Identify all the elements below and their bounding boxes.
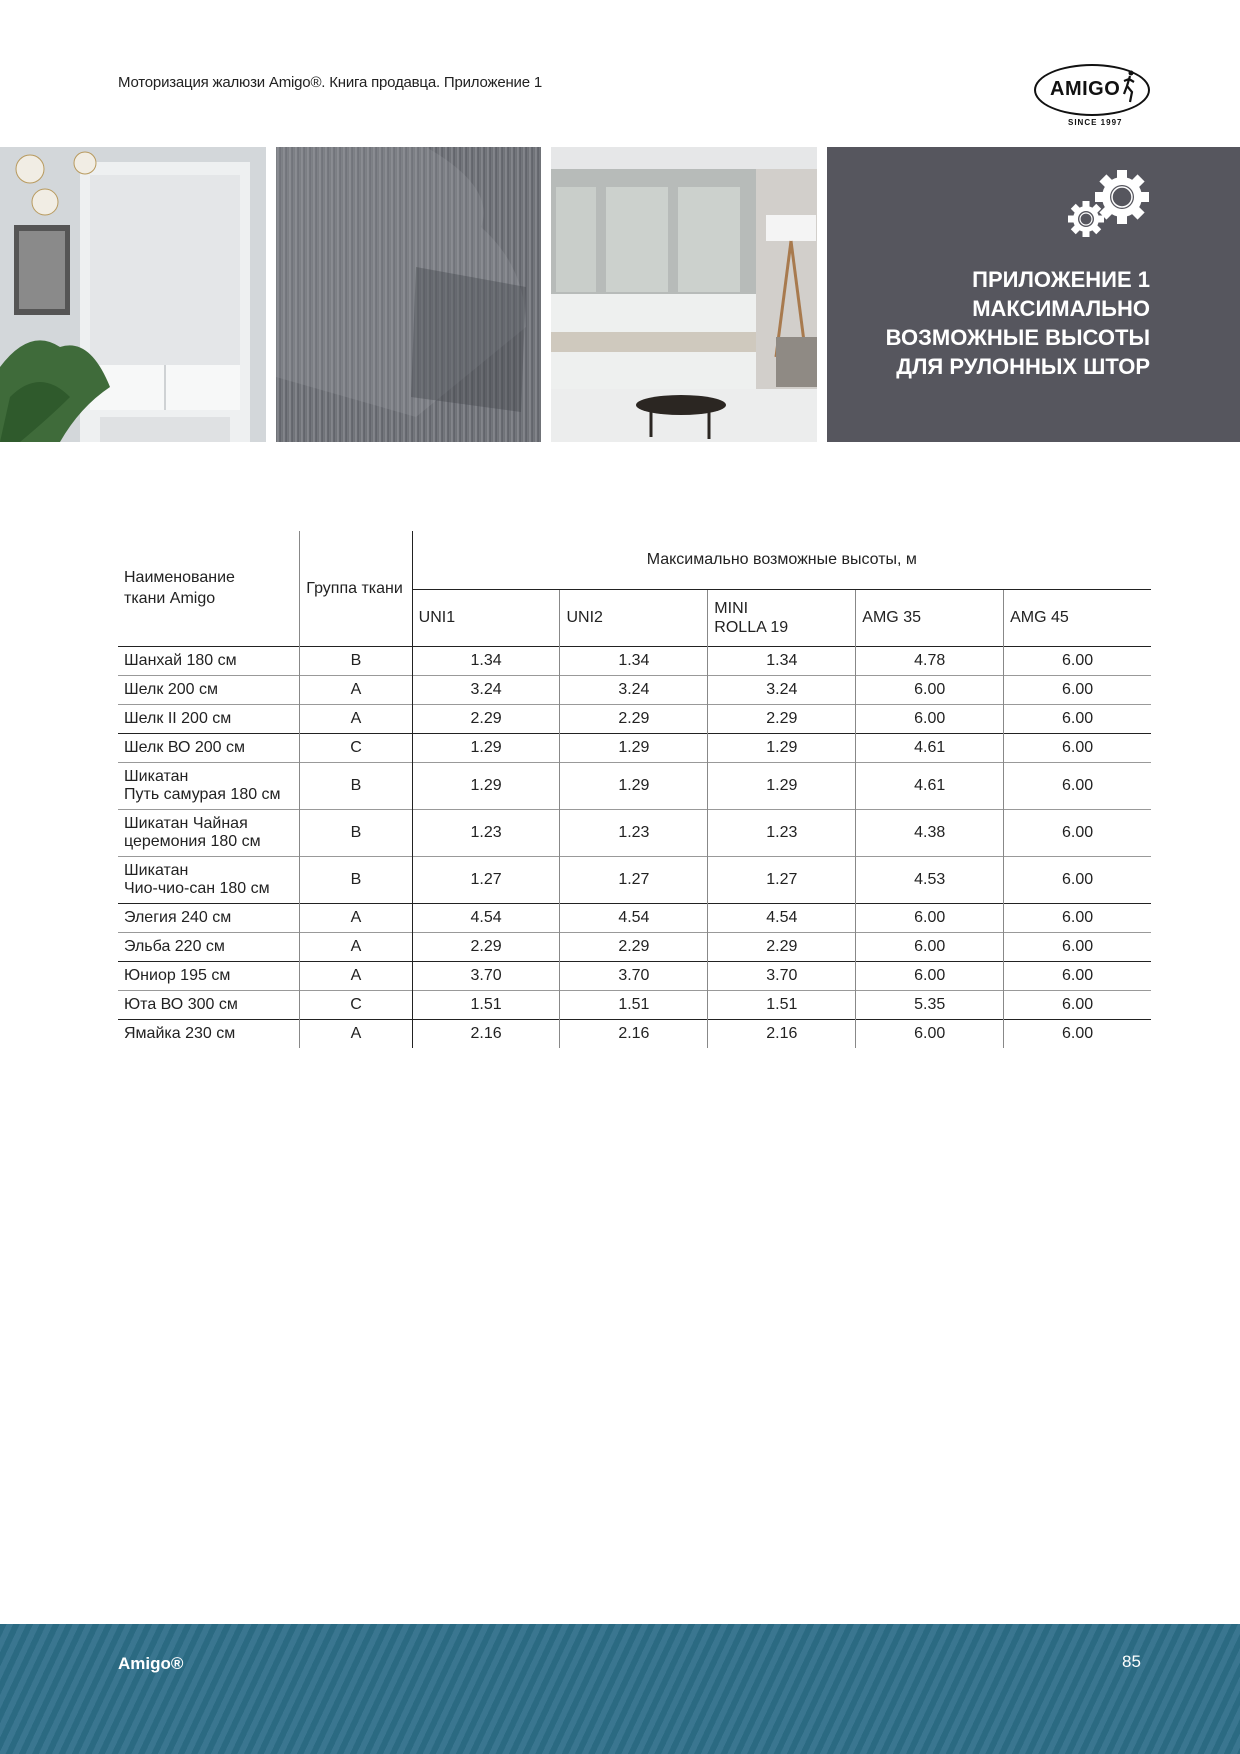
fabric-group: C bbox=[300, 990, 412, 1019]
table-row bbox=[118, 675, 1151, 704]
value-uni1: 1.23 bbox=[412, 809, 560, 856]
page-footer bbox=[0, 1624, 1240, 1754]
fabric-group: A bbox=[300, 903, 412, 932]
fabric-group: A bbox=[300, 961, 412, 990]
value-amg-35: 4.53 bbox=[856, 856, 1004, 903]
value-uni2: 1.51 bbox=[560, 990, 708, 1019]
value-uni1: 1.34 bbox=[412, 646, 560, 675]
table-row bbox=[118, 961, 1151, 990]
value-amg-35: 4.61 bbox=[856, 762, 1004, 809]
table-row bbox=[118, 932, 1151, 961]
fabric-name-line: церемония 180 см bbox=[124, 832, 261, 850]
header-title: Моторизация жалюзи Amigo®. Книга продавца. Приложение 1 bbox=[118, 74, 542, 91]
value-uni1: 2.16 bbox=[412, 1019, 560, 1048]
fabric-name bbox=[118, 675, 300, 704]
photo-living-room-blind bbox=[551, 147, 817, 442]
photo-roller-blind-window bbox=[0, 147, 266, 442]
value-amg-35: 6.00 bbox=[856, 961, 1004, 990]
value-uni2: 3.24 bbox=[560, 675, 708, 704]
header-max-heights: Максимально возможные высоты, м bbox=[412, 531, 1151, 589]
header-fabric-name-line: ткани Amigo bbox=[124, 590, 216, 608]
header-fabric-name-line: Наименование bbox=[124, 569, 235, 587]
fabric-name-line: Путь самурая 180 см bbox=[124, 785, 281, 803]
value-mini-rolla-19: 1.29 bbox=[708, 762, 856, 809]
value-uni2: 2.29 bbox=[560, 932, 708, 961]
photo-fabric-closeup bbox=[276, 147, 541, 442]
value-amg-45: 6.00 bbox=[1004, 961, 1151, 990]
fabric-group: A bbox=[300, 704, 412, 733]
value-uni2: 4.54 bbox=[560, 903, 708, 932]
fabric-name-line: Юниор 195 см bbox=[124, 966, 231, 984]
fabric-name bbox=[118, 961, 300, 990]
value-uni1: 1.29 bbox=[412, 762, 560, 809]
value-uni2: 1.29 bbox=[560, 762, 708, 809]
value-uni1: 1.29 bbox=[412, 733, 560, 762]
fabric-group: B bbox=[300, 856, 412, 903]
table-row bbox=[118, 704, 1151, 733]
value-uni2: 2.29 bbox=[560, 704, 708, 733]
value-amg-35: 6.00 bbox=[856, 903, 1004, 932]
fabric-name bbox=[118, 856, 300, 903]
fabric-name-line: Юта ВО 300 см bbox=[124, 995, 238, 1013]
value-amg-45: 6.00 bbox=[1004, 856, 1151, 903]
value-amg-35: 4.78 bbox=[856, 646, 1004, 675]
value-amg-45: 6.00 bbox=[1004, 704, 1151, 733]
fabric-name-line: Элегия 240 см bbox=[124, 908, 232, 926]
header-amg-45: AMG 45 bbox=[1004, 589, 1151, 646]
value-mini-rolla-19: 2.29 bbox=[708, 704, 856, 733]
fabric-name bbox=[118, 646, 300, 675]
table-row bbox=[118, 809, 1151, 856]
fabric-name-line: Шелк 200 см bbox=[124, 680, 218, 698]
value-uni2: 3.70 bbox=[560, 961, 708, 990]
header-fabric-group: Группа ткани bbox=[300, 531, 412, 646]
header-uni1: UNI1 bbox=[412, 589, 560, 646]
fabric-name bbox=[118, 704, 300, 733]
fabric-name-line: Чио-чио-сан 180 см bbox=[124, 879, 270, 897]
appendix-title bbox=[886, 265, 1150, 381]
value-amg-35: 6.00 bbox=[856, 1019, 1004, 1048]
table-row bbox=[118, 903, 1151, 932]
value-mini-rolla-19: 1.27 bbox=[708, 856, 856, 903]
value-uni1: 3.24 bbox=[412, 675, 560, 704]
fabric-name-line: Шикатан bbox=[124, 861, 189, 879]
table-row bbox=[118, 990, 1151, 1019]
value-mini-rolla-19: 3.70 bbox=[708, 961, 856, 990]
fabric-name-line: Ямайка 230 см bbox=[124, 1024, 236, 1042]
runner-icon bbox=[1122, 70, 1136, 106]
fabric-name-line: Шелк II 200 см bbox=[124, 709, 232, 727]
page-number: 85 bbox=[1122, 1652, 1141, 1671]
header-mini-rolla-19 bbox=[708, 589, 856, 646]
value-mini-rolla-19: 1.34 bbox=[708, 646, 856, 675]
fabric-name-line: Шанхай 180 см bbox=[124, 651, 237, 669]
fabric-name-line: Шикатан Чайная bbox=[124, 814, 248, 832]
appendix-title-line: ВОЗМОЖНЫЕ ВЫСОТЫ bbox=[885, 325, 1150, 350]
fabric-group: B bbox=[300, 762, 412, 809]
value-amg-45: 6.00 bbox=[1004, 762, 1151, 809]
table-row bbox=[118, 733, 1151, 762]
fabric-group: C bbox=[300, 733, 412, 762]
value-amg-45: 6.00 bbox=[1004, 809, 1151, 856]
appendix-title-line: ПРИЛОЖЕНИЕ 1 bbox=[972, 267, 1150, 292]
value-amg-35: 6.00 bbox=[856, 704, 1004, 733]
fabric-group: B bbox=[300, 646, 412, 675]
header-mini-line: MINI bbox=[714, 599, 749, 617]
fabric-name bbox=[118, 809, 300, 856]
fabric-name bbox=[118, 733, 300, 762]
fabric-group: A bbox=[300, 1019, 412, 1048]
logo-word: AMIGO bbox=[1050, 78, 1121, 100]
fabric-group: B bbox=[300, 809, 412, 856]
footer-brand: Amigo® bbox=[118, 1654, 184, 1673]
header-mini-line: ROLLA 19 bbox=[714, 618, 789, 636]
fabric-group: A bbox=[300, 675, 412, 704]
value-uni2: 1.29 bbox=[560, 733, 708, 762]
appendix-title-line: МАКСИМАЛЬНО bbox=[972, 296, 1150, 321]
value-amg-45: 6.00 bbox=[1004, 903, 1151, 932]
fabric-name bbox=[118, 990, 300, 1019]
value-uni1: 2.29 bbox=[412, 704, 560, 733]
max-heights-table bbox=[118, 531, 1151, 1048]
gears-icon bbox=[1064, 167, 1154, 242]
value-mini-rolla-19: 1.29 bbox=[708, 733, 856, 762]
value-uni2: 1.27 bbox=[560, 856, 708, 903]
appendix-title-panel bbox=[827, 147, 1240, 442]
value-amg-35: 4.38 bbox=[856, 809, 1004, 856]
value-uni1: 1.27 bbox=[412, 856, 560, 903]
value-mini-rolla-19: 2.29 bbox=[708, 932, 856, 961]
value-mini-rolla-19: 3.24 bbox=[708, 675, 856, 704]
value-uni2: 1.23 bbox=[560, 809, 708, 856]
value-amg-45: 6.00 bbox=[1004, 675, 1151, 704]
value-amg-45: 6.00 bbox=[1004, 1019, 1151, 1048]
value-mini-rolla-19: 1.51 bbox=[708, 990, 856, 1019]
value-amg-35: 6.00 bbox=[856, 932, 1004, 961]
fabric-name-line: Эльба 220 см bbox=[124, 937, 225, 955]
fabric-name bbox=[118, 932, 300, 961]
table-row bbox=[118, 856, 1151, 903]
appendix-title-line: ДЛЯ РУЛОННЫХ ШТОР bbox=[896, 354, 1150, 379]
table-row bbox=[118, 1019, 1151, 1048]
value-mini-rolla-19: 2.16 bbox=[708, 1019, 856, 1048]
value-uni1: 1.51 bbox=[412, 990, 560, 1019]
fabric-name bbox=[118, 1019, 300, 1048]
value-uni2: 1.34 bbox=[560, 646, 708, 675]
table-row bbox=[118, 762, 1151, 809]
value-amg-45: 6.00 bbox=[1004, 932, 1151, 961]
fabric-name-line: Шелк ВО 200 см bbox=[124, 738, 245, 756]
value-mini-rolla-19: 4.54 bbox=[708, 903, 856, 932]
value-amg-35: 6.00 bbox=[856, 675, 1004, 704]
value-uni2: 2.16 bbox=[560, 1019, 708, 1048]
value-amg-45: 6.00 bbox=[1004, 646, 1151, 675]
value-amg-35: 4.61 bbox=[856, 733, 1004, 762]
fabric-name bbox=[118, 903, 300, 932]
header-uni2: UNI2 bbox=[560, 589, 708, 646]
value-amg-45: 6.00 bbox=[1004, 733, 1151, 762]
value-amg-35: 5.35 bbox=[856, 990, 1004, 1019]
logo-since: SINCE 1997 bbox=[1068, 118, 1123, 127]
value-uni1: 2.29 bbox=[412, 932, 560, 961]
value-uni1: 4.54 bbox=[412, 903, 560, 932]
fabric-name-line: Шикатан bbox=[124, 767, 189, 785]
header-amg-35: AMG 35 bbox=[856, 589, 1004, 646]
amigo-logo bbox=[1030, 60, 1155, 130]
value-mini-rolla-19: 1.23 bbox=[708, 809, 856, 856]
value-uni1: 3.70 bbox=[412, 961, 560, 990]
fabric-group: A bbox=[300, 932, 412, 961]
header-fabric-name bbox=[118, 531, 300, 646]
table-row bbox=[118, 646, 1151, 675]
fabric-name bbox=[118, 762, 300, 809]
value-amg-45: 6.00 bbox=[1004, 990, 1151, 1019]
